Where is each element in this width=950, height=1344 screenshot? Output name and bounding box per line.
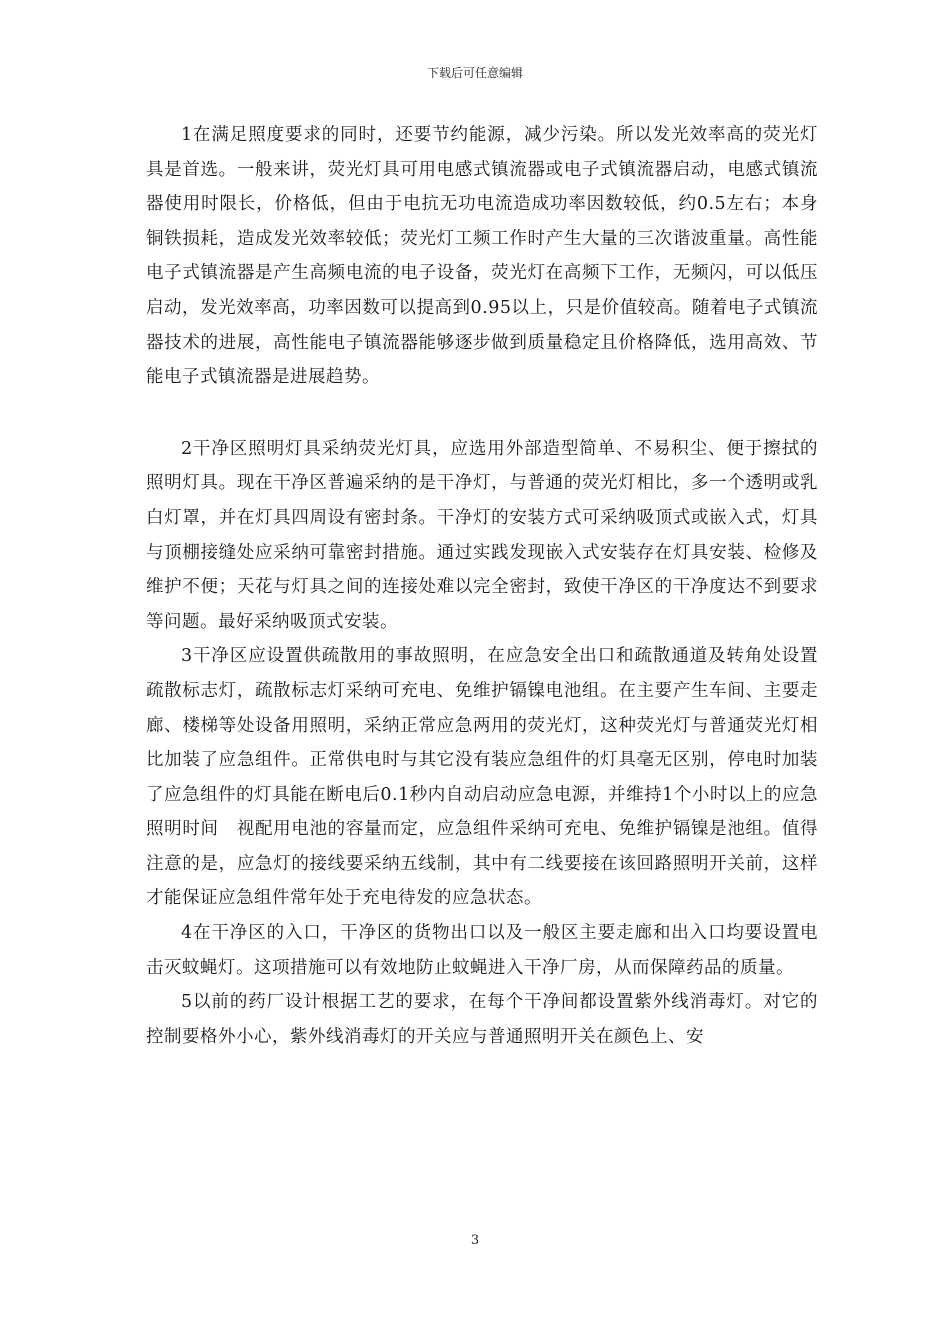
paragraph-1: 1在满足照度要求的同时，还要节约能源，减少污染。所以发光效率高的荧光灯具是首选。一般来讲，荧光灯具可用电感式镇流器或电子式镇流器启动，电感式镇流器使用时限长，价格低，但由于电抗无功电流造成功率因数较低，约0.5左右；本身铜铁损耗，造成发光效率较低；荧光灯工频工作时产生大量的三次谐波重量。高性能电子式镇流器是产生高频电流的电子设备，荧光灯在高频下工作，无频闪，可以低压启动，发光效率高，功率因数可以提高到0.95以上，只是价值较高。随着电子式镇流器技术的进展，高性能电子镇流器能够逐步做到质量稳定且价格降低，选用高效、节能电子式镇流器是进展趋势。 [146, 125, 818, 388]
paragraph-2: 2干净区照明灯具采纳荧光灯具，应选用外部造型简单、不易积尘、便于擦拭的照明灯具。现在干净区普遍采纳的是干净灯，与普通的荧光灯相比，多一个透明或乳白灯罩，并在灯具四周设有密封条。干净灯的安装方式可采纳吸顶式或嵌入式，灯具与顶棚接缝处应采纳可靠密封措施。通过实践发现嵌入式安装存在灯具安装、检修及维护不便；天花与灯具之间的连接处难以完全密封，致使干净区的干净度达不到要求等问题。最好采纳吸顶式安装。 [146, 438, 818, 632]
document-body [146, 118, 818, 1054]
paragraph-4: 4在干净区的入口，干净区的货物出口以及一般区主要走廊和出入口均要设置电击灭蚊蝇灯。这项措施可以有效地防止蚊蝇进入干净厂房，从而保障药品的质量。 [146, 923, 818, 978]
paragraph-gap [146, 395, 818, 432]
page-number: 3 [470, 1233, 480, 1248]
page-header: 下载后可任意编辑 [426, 66, 523, 80]
paragraph-5: 5以前的药厂设计根据工艺的要求，在每个干净间都设置紫外线消毒灯。对它的控制要格外小心，紫外线消毒灯的开关应与普通照明开关在颜色上、安 [146, 992, 818, 1047]
paragraph-3: 3干净区应设置供疏散用的事故照明，在应急安全出口和疏散通道及转角处设置疏散标志灯，疏散标志灯采纳可充电、免维护镉镍电池组。在主要产生车间、主要走廊、楼梯等处设备用照明，采纳正常应急两用的荧光灯，这种荧光灯与普通荧光灯相比加装了应急组件。正常供电时与其它没有装应急组件的灯具毫无区别，停电时加装了应急组件的灯具能在断电后0.1秒内自动启动应急电源，并维持1个小时以上的应急照明时间 视配用电池的容量而定，应急组件采纳可充电、免维护镉镍是池组。值得注意的是，应急灯的接线要采纳五线制，其中有二线要接在该回路照明开关前，这样才能保证应急组件常年处于充电待发的应急状态。 [146, 646, 818, 909]
